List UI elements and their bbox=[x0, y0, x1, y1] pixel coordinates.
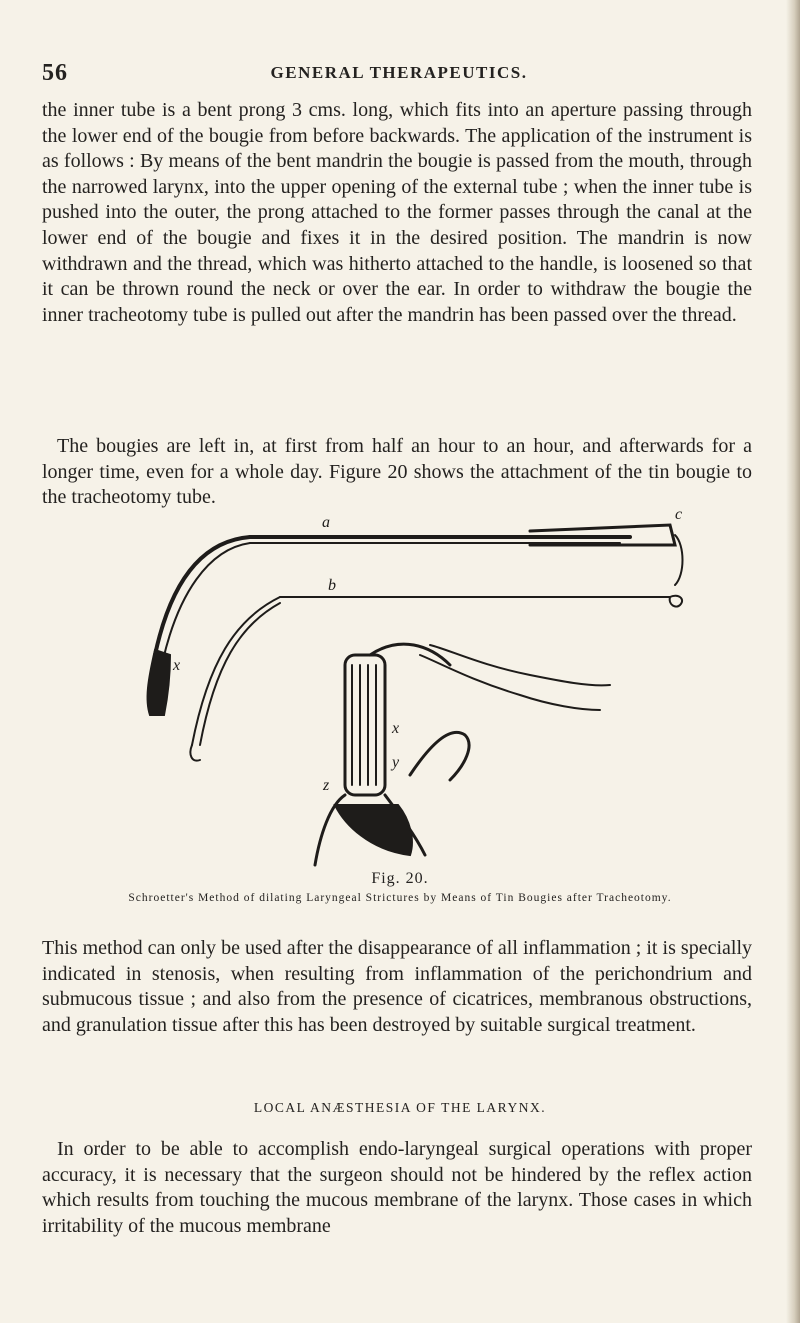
fig-letter-b: b bbox=[328, 577, 336, 594]
running-head: GENERAL THERAPEUTICS. bbox=[270, 63, 528, 82]
page-header bbox=[42, 60, 756, 88]
tube-tip-end bbox=[675, 535, 683, 585]
tube-shaft-hatch bbox=[352, 665, 376, 785]
paragraph-1: the inner tube is a bent prong 3 cms. long, which fits into an aperture passing through the lower end of the bougie from before backwards. The application of the instrument is as follows : By means of the bent mandrin the bougie is passed from the mouth, through the narrowed larynx, into the upper opening of the external tube ; when the inner tube is pushed into the outer, the prong attached to the former passes through the canal at the lower end of the bougie and fixes it in the desired position. The mandrin is now withdrawn and the thread, which was hitherto attached to the handle, is loosened so that it can be thrown round the neck or over the ear. In order to withdraw the bougie the inner tracheotomy tube is pulled out after the mandrin has been passed over the thread. bbox=[42, 99, 752, 326]
fig-letter-c: c bbox=[675, 506, 683, 523]
bougie-small-ring bbox=[670, 596, 682, 607]
page-edge-shadow bbox=[786, 0, 800, 1323]
tube-base-dark bbox=[335, 805, 412, 855]
fig-letter-y: y bbox=[392, 754, 400, 771]
fig-letter-x1: x bbox=[173, 657, 181, 674]
page-number: 56 bbox=[42, 60, 68, 86]
figure-label: Fig. 20. bbox=[371, 870, 429, 887]
tube-neck bbox=[430, 645, 610, 685]
paragraph-3: This method can only be used after the disappearance of all inflammation ; it is specially indicated in stenosis, when resulting from inflammation of the perichondrium and submucous tissue ; and also from the presence of cicatrices, membranous obstructions, and granulation tissue after this has been destroyed by suitable surgical treatment. bbox=[42, 937, 752, 1036]
fig-letter-z: z bbox=[323, 777, 330, 794]
figure-illustration bbox=[130, 505, 710, 880]
fig-letter-x2: x bbox=[392, 720, 400, 737]
handle-dark bbox=[148, 650, 170, 715]
figure-caption: Schroetter's Method of dilating Laryngeal Strictures by Means of Tin Bougies after Tracheotomy. bbox=[128, 892, 672, 904]
tube-side-prong bbox=[410, 732, 469, 780]
fig-letter-a: a bbox=[322, 514, 330, 531]
paragraph-4: In order to be able to accomplish endo-laryngeal surgical operations with proper accuracy, it is necessary that the surgeon should not be hindered by the reflex action which results from touching the mucous membrane of the larynx. Those cases in which irritability of the mucous membrane bbox=[42, 1138, 752, 1237]
bougie-lower-end bbox=[190, 745, 200, 761]
paragraph-2: The bougies are left in, at first from half an hour to an hour, and afterwards for a longer time, even for a whole day. Figure 20 shows the attachment of the tin bougie to the tracheotomy tube. bbox=[42, 435, 752, 509]
section-heading: LOCAL ANÆSTHESIA OF THE LARYNX. bbox=[253, 1100, 547, 1115]
